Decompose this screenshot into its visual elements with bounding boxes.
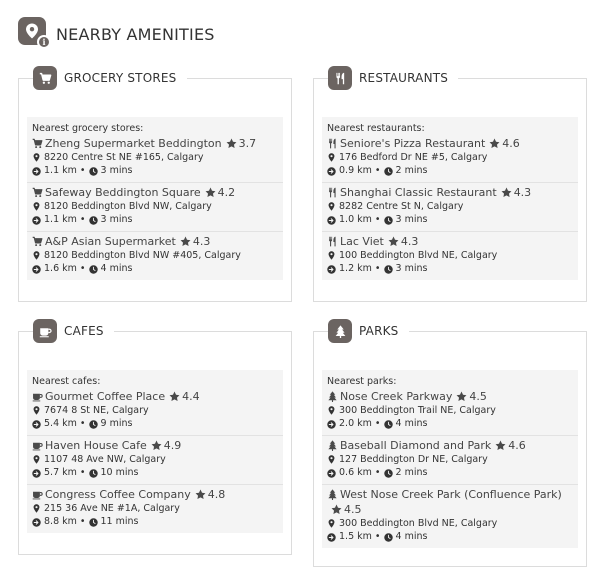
item-name: Congress Coffee Company bbox=[45, 488, 191, 501]
list-item[interactable] bbox=[27, 387, 283, 436]
item-time: 2 mins bbox=[395, 165, 428, 176]
utensils-icon bbox=[327, 187, 338, 198]
star-icon bbox=[495, 440, 506, 451]
pin-icon bbox=[32, 153, 41, 162]
pin-icon bbox=[32, 202, 41, 211]
item-name: Nose Creek Parkway bbox=[340, 390, 453, 403]
category-title: PARKS bbox=[359, 324, 399, 338]
arrow-circle-icon bbox=[327, 167, 336, 176]
item-name-line bbox=[327, 438, 573, 453]
item-address: 8282 Centre St N, Calgary bbox=[339, 201, 464, 212]
item-meta-line bbox=[327, 213, 573, 227]
rating bbox=[388, 234, 419, 249]
rating bbox=[151, 438, 182, 453]
rating bbox=[501, 185, 532, 200]
clock-icon bbox=[384, 469, 393, 478]
item-meta-line bbox=[32, 466, 278, 480]
item-distance: 1.1 km bbox=[44, 214, 77, 225]
arrow-circle-icon bbox=[32, 265, 41, 274]
rating bbox=[495, 438, 526, 453]
rating-value: 4.5 bbox=[344, 503, 362, 516]
cart-icon bbox=[32, 236, 43, 247]
item-address: 8220 Centre St NE #165, Calgary bbox=[44, 152, 204, 163]
utensils-icon bbox=[328, 66, 352, 90]
star-icon bbox=[501, 187, 512, 198]
item-meta-line bbox=[327, 466, 573, 480]
rating bbox=[456, 389, 487, 404]
card-cafes bbox=[18, 324, 292, 555]
pin-icon bbox=[327, 251, 336, 260]
clock-icon bbox=[89, 420, 98, 429]
list-intro: Nearest parks: bbox=[327, 376, 397, 387]
pin-icon bbox=[327, 202, 336, 211]
item-time: 4 mins bbox=[395, 418, 428, 429]
cart-icon bbox=[32, 138, 43, 149]
clock-icon bbox=[89, 518, 98, 527]
list-item[interactable] bbox=[27, 436, 283, 485]
item-name-line bbox=[327, 136, 573, 151]
rating bbox=[226, 136, 257, 151]
page-header bbox=[18, 14, 215, 54]
item-address: 300 Beddington Blvd NE, Calgary bbox=[339, 518, 498, 529]
list-item[interactable] bbox=[27, 232, 283, 280]
page-title: NEARBY AMENITIES bbox=[56, 24, 215, 44]
item-distance: 1.6 km bbox=[44, 263, 77, 274]
clock-icon bbox=[384, 420, 393, 429]
item-time: 4 mins bbox=[395, 531, 428, 542]
item-distance: 1.1 km bbox=[44, 165, 77, 176]
item-address: 8120 Beddington Blvd NW #405, Calgary bbox=[44, 250, 241, 261]
separator-dot: • bbox=[79, 263, 86, 274]
item-name-line bbox=[32, 136, 278, 151]
item-name-line bbox=[327, 185, 573, 200]
arrow-circle-icon bbox=[327, 533, 336, 542]
cart-icon bbox=[32, 187, 43, 198]
rating-value: 4.2 bbox=[217, 186, 236, 199]
amenity-list bbox=[27, 370, 283, 533]
item-name: Lac Viet bbox=[340, 235, 384, 248]
arrow-circle-icon bbox=[32, 216, 41, 225]
star-icon bbox=[195, 489, 206, 500]
card-restaurants bbox=[313, 71, 587, 302]
arrow-circle-icon bbox=[327, 216, 336, 225]
item-name-line bbox=[327, 234, 573, 249]
arrow-circle-icon bbox=[327, 420, 336, 429]
amenity-list bbox=[322, 117, 578, 280]
separator-dot: • bbox=[79, 165, 86, 176]
pin-icon bbox=[32, 504, 41, 513]
utensils-icon bbox=[327, 138, 338, 149]
item-address-line bbox=[327, 249, 573, 262]
item-distance: 5.7 km bbox=[44, 467, 77, 478]
star-icon bbox=[180, 236, 191, 247]
category-title: GROCERY STORES bbox=[64, 71, 177, 85]
pin-icon bbox=[327, 519, 336, 528]
item-meta-line bbox=[327, 530, 573, 544]
list-intro: Nearest cafes: bbox=[32, 376, 101, 387]
pin-icon bbox=[32, 455, 41, 464]
clock-icon bbox=[384, 167, 393, 176]
pin-icon bbox=[327, 455, 336, 464]
arrow-circle-icon bbox=[327, 265, 336, 274]
separator-dot: • bbox=[374, 263, 381, 274]
star-icon bbox=[151, 440, 162, 451]
item-name: West Nose Creek Park (Confluence Park) bbox=[340, 488, 562, 501]
separator-dot: • bbox=[374, 467, 381, 478]
item-address-line bbox=[32, 200, 278, 213]
item-address-line bbox=[327, 200, 573, 213]
item-meta-line bbox=[327, 164, 573, 178]
clock-icon bbox=[89, 167, 98, 176]
coffee-icon bbox=[32, 440, 43, 451]
item-address: 1107 48 Ave NW, Calgary bbox=[44, 454, 166, 465]
item-address-line bbox=[327, 404, 573, 417]
clock-icon bbox=[384, 265, 393, 274]
arrow-circle-icon bbox=[32, 167, 41, 176]
list-intro: Nearest grocery stores: bbox=[32, 123, 144, 134]
list-intro: Nearest restaurants: bbox=[327, 123, 425, 134]
item-distance: 0.9 km bbox=[339, 165, 372, 176]
item-address-line bbox=[32, 249, 278, 262]
item-name: A&P Asian Supermarket bbox=[45, 235, 176, 248]
utensils-icon bbox=[327, 236, 338, 247]
item-address-line bbox=[32, 453, 278, 466]
list-item[interactable] bbox=[322, 134, 578, 183]
item-address: 300 Beddington Trail NE, Calgary bbox=[339, 405, 496, 416]
item-meta-line bbox=[32, 213, 278, 227]
separator-dot: • bbox=[79, 516, 86, 527]
category-title: CAFES bbox=[64, 324, 104, 338]
item-meta-line bbox=[32, 417, 278, 431]
item-name: Zheng Supermarket Beddington bbox=[45, 137, 222, 150]
rating-value: 4.9 bbox=[163, 439, 182, 452]
item-time: 3 mins bbox=[100, 214, 133, 225]
star-icon bbox=[226, 138, 237, 149]
list-item[interactable] bbox=[322, 436, 578, 485]
item-address-line bbox=[32, 151, 278, 164]
star-icon bbox=[456, 391, 467, 402]
clock-icon bbox=[89, 265, 98, 274]
star-icon bbox=[169, 391, 180, 402]
item-name: Shanghai Classic Restaurant bbox=[340, 186, 497, 199]
location-info-icon: i bbox=[18, 17, 50, 51]
item-meta-line bbox=[32, 164, 278, 178]
star-icon bbox=[331, 504, 342, 515]
separator-dot: • bbox=[374, 531, 381, 542]
rating bbox=[205, 185, 236, 200]
tree-icon bbox=[327, 391, 338, 402]
item-distance: 1.0 km bbox=[339, 214, 372, 225]
category-title: RESTAURANTS bbox=[359, 71, 449, 85]
item-address: 7674 8 St NE, Calgary bbox=[44, 405, 149, 416]
item-name: Baseball Diamond and Park bbox=[340, 439, 492, 452]
rating bbox=[169, 389, 200, 404]
item-time: 4 mins bbox=[100, 263, 133, 274]
item-meta-line bbox=[32, 262, 278, 276]
clock-icon bbox=[89, 216, 98, 225]
list-item[interactable] bbox=[27, 485, 283, 533]
item-name: Haven House Cafe bbox=[45, 439, 147, 452]
list-item[interactable] bbox=[322, 183, 578, 232]
rating-value: 4.3 bbox=[513, 186, 532, 199]
item-address-line bbox=[327, 151, 573, 164]
amenity-list bbox=[322, 370, 578, 548]
rating-value: 4.6 bbox=[508, 439, 526, 452]
item-meta-line bbox=[327, 262, 573, 276]
item-meta-line bbox=[32, 515, 278, 529]
separator-dot: • bbox=[374, 418, 381, 429]
item-address-line bbox=[327, 453, 573, 466]
item-distance: 2.0 km bbox=[339, 418, 372, 429]
separator-dot: • bbox=[79, 467, 86, 478]
item-address: 100 Beddington Blvd NE, Calgary bbox=[339, 250, 498, 261]
item-address: 127 Beddington Dr NE, Calgary bbox=[339, 454, 488, 465]
arrow-circle-icon bbox=[327, 469, 336, 478]
list-item[interactable] bbox=[322, 485, 578, 548]
separator-dot: • bbox=[79, 214, 86, 225]
item-distance: 0.6 km bbox=[339, 467, 372, 478]
rating-value: 3.7 bbox=[238, 137, 257, 150]
list-item[interactable] bbox=[27, 183, 283, 232]
arrow-circle-icon bbox=[32, 518, 41, 527]
item-meta-line bbox=[327, 417, 573, 431]
card-grocery-stores bbox=[18, 71, 292, 302]
item-name: Gourmet Coffee Place bbox=[45, 390, 166, 403]
item-time: 3 mins bbox=[395, 263, 428, 274]
item-name-line bbox=[32, 234, 278, 249]
item-distance: 1.5 km bbox=[339, 531, 372, 542]
rating bbox=[331, 502, 362, 517]
star-icon bbox=[489, 138, 500, 149]
item-name: Safeway Beddington Square bbox=[45, 186, 201, 199]
pin-icon bbox=[327, 406, 336, 415]
separator-dot: • bbox=[374, 165, 381, 176]
list-item[interactable] bbox=[322, 232, 578, 280]
item-address: 215 36 Ave NE #1A, Calgary bbox=[44, 503, 180, 514]
item-address: 176 Bedford Dr NE #5, Calgary bbox=[339, 152, 488, 163]
item-address: 8120 Beddington Blvd NW, Calgary bbox=[44, 201, 212, 212]
tree-icon bbox=[328, 319, 352, 343]
item-distance: 1.2 km bbox=[339, 263, 372, 274]
list-item[interactable] bbox=[27, 134, 283, 183]
coffee-icon bbox=[33, 319, 57, 343]
rating-value: 4.6 bbox=[502, 137, 520, 150]
item-time: 2 mins bbox=[395, 467, 428, 478]
rating-value: 4.3 bbox=[192, 235, 211, 248]
item-name-line bbox=[327, 487, 573, 517]
item-time: 3 mins bbox=[395, 214, 428, 225]
coffee-icon bbox=[32, 391, 43, 402]
item-time: 10 mins bbox=[100, 467, 139, 478]
amenity-list bbox=[27, 117, 283, 280]
item-name: Seniore's Pizza Restaurant bbox=[340, 137, 486, 150]
item-distance: 5.4 km bbox=[44, 418, 77, 429]
item-name-line bbox=[32, 438, 278, 453]
rating-value: 4.5 bbox=[469, 390, 487, 403]
arrow-circle-icon bbox=[32, 420, 41, 429]
rating-value: 4.8 bbox=[207, 488, 226, 501]
rating bbox=[180, 234, 211, 249]
item-address-line bbox=[327, 517, 573, 530]
item-address-line bbox=[32, 404, 278, 417]
cart-icon bbox=[33, 66, 57, 90]
item-name-line bbox=[32, 389, 278, 404]
clock-icon bbox=[384, 533, 393, 542]
clock-icon bbox=[89, 469, 98, 478]
item-time: 3 mins bbox=[100, 165, 133, 176]
tree-icon bbox=[327, 489, 338, 500]
item-distance: 8.8 km bbox=[44, 516, 77, 527]
list-item[interactable] bbox=[322, 387, 578, 436]
pin-icon bbox=[32, 406, 41, 415]
item-address-line bbox=[32, 502, 278, 515]
arrow-circle-icon bbox=[32, 469, 41, 478]
item-time: 11 mins bbox=[100, 516, 139, 527]
rating bbox=[489, 136, 520, 151]
item-name-line bbox=[32, 185, 278, 200]
separator-dot: • bbox=[374, 214, 381, 225]
star-icon bbox=[388, 236, 399, 247]
tree-icon bbox=[327, 440, 338, 451]
item-name-line bbox=[327, 389, 573, 404]
card-parks bbox=[313, 324, 587, 567]
pin-icon bbox=[327, 153, 336, 162]
rating bbox=[195, 487, 226, 502]
separator-dot: • bbox=[79, 418, 86, 429]
coffee-icon bbox=[32, 489, 43, 500]
pin-icon bbox=[32, 251, 41, 260]
rating-value: 4.3 bbox=[400, 235, 419, 248]
clock-icon bbox=[384, 216, 393, 225]
item-name-line bbox=[32, 487, 278, 502]
item-time: 9 mins bbox=[100, 418, 133, 429]
star-icon bbox=[205, 187, 216, 198]
rating-value: 4.4 bbox=[182, 390, 200, 403]
